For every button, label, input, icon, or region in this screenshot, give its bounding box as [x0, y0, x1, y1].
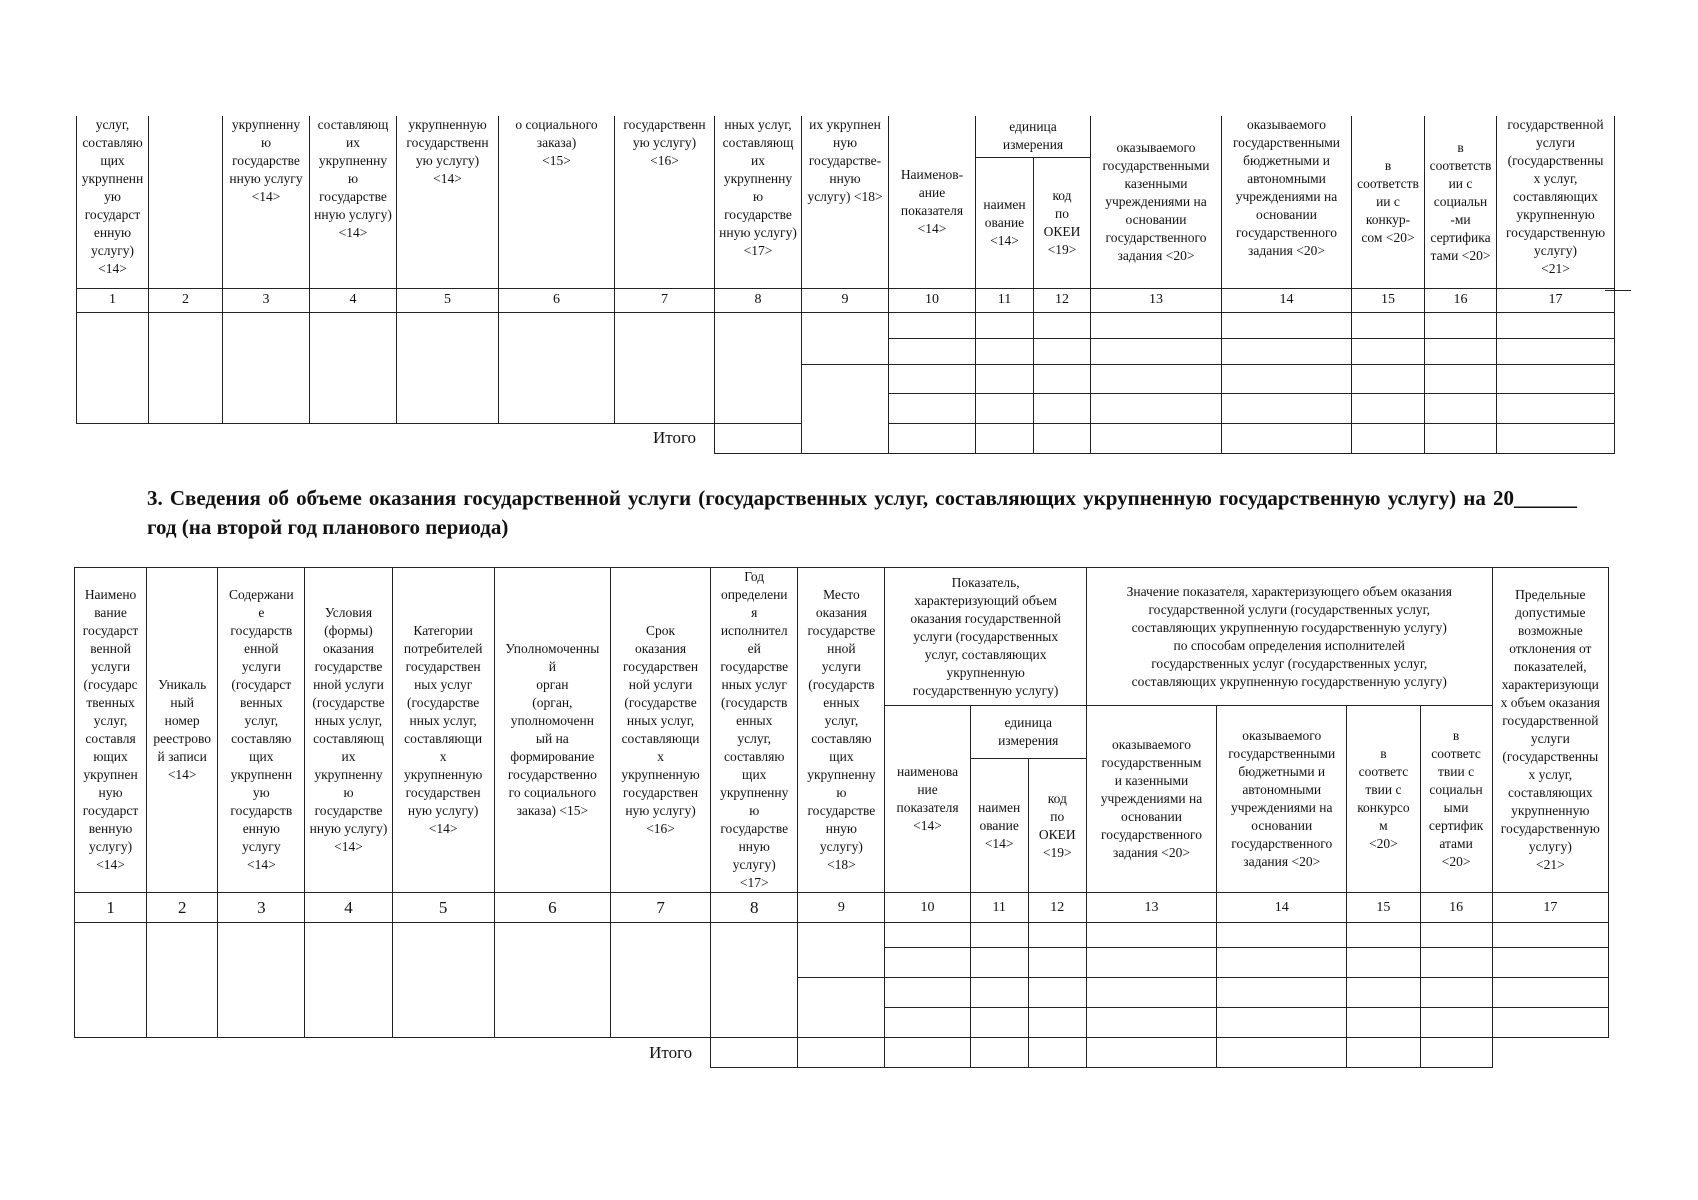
t1-data-cell[interactable]: [223, 312, 310, 423]
t1-data-cell[interactable]: [1222, 338, 1352, 364]
t2-data-cell[interactable]: [494, 923, 610, 1038]
t2-data-cell[interactable]: [798, 978, 885, 1038]
t1-col-number: 7: [615, 288, 715, 312]
t1-col-number: 4: [310, 288, 397, 312]
t1-data-cell[interactable]: [615, 312, 715, 423]
t1-data-cell[interactable]: [802, 312, 889, 364]
t2-col-number: 4: [305, 893, 392, 923]
t1-col-number: 5: [397, 288, 499, 312]
t1-header-state-institutions: оказываемого государственными казенными учреждениями на основании государственного задания <20>: [1091, 116, 1222, 288]
t1-total-cell[interactable]: [1497, 423, 1615, 453]
t2-col-number: 2: [147, 893, 218, 923]
t1-header-consumer-categories: укрупненную государственн ую услугу) <14>: [397, 116, 499, 288]
t1-header-deviations: государственной услуги (государственны х услуг, составляющих укрупненную государственную услугу) <21>: [1497, 116, 1615, 288]
t1-col-number: 6: [499, 288, 615, 312]
t1-col-number: 10: [889, 288, 976, 312]
t1-data-cell[interactable]: [802, 364, 889, 453]
t1-header-by-competition: в соответств ии с конкур- сом <20>: [1352, 116, 1425, 288]
t1-col-number: 1: [77, 288, 149, 312]
t1-total-cell[interactable]: [715, 423, 802, 453]
t1-total-cell[interactable]: [1222, 423, 1352, 453]
t1-total-cell[interactable]: [1091, 423, 1222, 453]
t2-total-cell[interactable]: [885, 1038, 970, 1068]
t1-col-number: 16: [1425, 288, 1497, 312]
t1-col-number: 13: [1091, 288, 1222, 312]
t2-data-cell[interactable]: [1347, 923, 1420, 948]
t2-data-cell[interactable]: [885, 1008, 970, 1038]
t2-header-deviations: Предельные допустимые возможные отклонения от показателей, характеризующи х объем оказания государственной услуги (государственны х услуг, составляющих укрупненную государственную услугу) <21>: [1492, 568, 1608, 893]
t2-col-number: 5: [392, 893, 494, 923]
t1-column-numbers-row: [77, 288, 1615, 312]
t2-col-number: 13: [1086, 893, 1216, 923]
t1-header-unit-group: единица измерения: [976, 116, 1091, 157]
t1-data-cell[interactable]: [889, 364, 976, 393]
t2-header-service-content: Содержани е государств енной услуги (государст венных услуг, составляю щих укрупненн ую государств енную услугу <14>: [218, 568, 305, 893]
t1-total-cell[interactable]: [889, 423, 976, 453]
t1-data-cell[interactable]: [1091, 312, 1222, 338]
t1-total-label: Итого: [652, 428, 696, 448]
t1-data-cell[interactable]: [1497, 312, 1615, 338]
service-volume-table: [74, 567, 1609, 1068]
t2-header-state-institutions: оказываемого государственным и казенными учреждениями на основании государственного задания <20>: [1086, 706, 1216, 893]
t1-total-cell[interactable]: [1352, 423, 1425, 453]
t2-data-cell[interactable]: [1420, 948, 1492, 978]
t1-header-service-term: государственн ую услугу) <16>: [615, 116, 715, 288]
t2-data-cell[interactable]: [1347, 948, 1420, 978]
t2-data-row: [75, 923, 1609, 948]
t1-header-budget-institutions: оказываемого государственными бюджетными и автономными учреждениями на основании государственного задания <20>: [1222, 116, 1352, 288]
t1-data-cell[interactable]: [1352, 338, 1425, 364]
t2-data-cell[interactable]: [1347, 1008, 1420, 1038]
table-rule-extension: [1605, 290, 1631, 291]
t2-data-cell[interactable]: [1492, 923, 1608, 948]
t2-header-year-determination: Год определени я исполнител ей государстве нных услуг (государств енных услуг, составляю щих укрупненну ю государстве нную услугу) <17>: [711, 568, 798, 893]
t1-header-service-content: укрупненну ю государстве нную услугу <14>: [223, 116, 310, 288]
t2-header-by-competition: в соответс твии с конкурсо м <20>: [1347, 706, 1420, 893]
t2-data-cell[interactable]: [1492, 948, 1608, 978]
t2-data-cell[interactable]: [970, 978, 1028, 1008]
t1-col-number: 11: [976, 288, 1034, 312]
t2-header-service-place: Место оказания государстве нной услуги (государств енных услуг, составляю щих укрупненну ю государстве нную услугу) <18>: [798, 568, 885, 893]
t1-header-registry-number: [149, 116, 223, 288]
t1-data-cell[interactable]: [1034, 393, 1091, 423]
t2-col-number: 10: [885, 893, 970, 923]
t1-data-cell[interactable]: [1034, 312, 1091, 338]
t2-data-cell[interactable]: [885, 978, 970, 1008]
t1-col-number: 3: [223, 288, 310, 312]
t2-header-unit-group: единица измерения: [970, 706, 1086, 759]
t2-total-cell[interactable]: [1217, 1038, 1347, 1068]
t1-total-cell[interactable]: [1034, 423, 1091, 453]
t1-data-cell[interactable]: [1497, 364, 1615, 393]
t1-data-cell[interactable]: [149, 312, 223, 423]
t1-data-row: [77, 312, 1615, 338]
t2-col-number: 16: [1420, 893, 1492, 923]
t2-data-cell[interactable]: [1028, 1008, 1086, 1038]
t2-total-cell[interactable]: [1028, 1038, 1086, 1068]
t2-data-cell[interactable]: [1217, 948, 1347, 978]
t2-header-service-term: Срок оказания государствен ной услуги (государстве нных услуг, составляющи х укрупненную государствен ную услугу) <16>: [610, 568, 710, 893]
t1-data-cell[interactable]: [976, 312, 1034, 338]
t2-header-consumer-categories: Категории потребителей государствен ных услуг (государстве нных услуг, составляющи х укрупненную государствен ную услугу) <14>: [392, 568, 494, 893]
t2-data-cell[interactable]: [610, 923, 710, 1038]
t2-col-number: 7: [610, 893, 710, 923]
t1-header-service-place: их укрупнен ную государстве- нную услугу) <18>: [802, 116, 889, 288]
t2-data-cell[interactable]: [1347, 978, 1420, 1008]
t1-data-cell[interactable]: [77, 312, 149, 423]
t2-data-cell[interactable]: [1420, 923, 1492, 948]
t2-col-number: 8: [711, 893, 798, 923]
t2-data-cell[interactable]: [1217, 923, 1347, 948]
t1-data-cell[interactable]: [1034, 364, 1091, 393]
services-table-continued: [76, 116, 1615, 454]
t1-data-cell[interactable]: [889, 393, 976, 423]
t1-data-cell[interactable]: [1222, 393, 1352, 423]
t2-col-number: 11: [970, 893, 1028, 923]
t2-data-cell[interactable]: [75, 923, 147, 1038]
t1-data-cell[interactable]: [1425, 312, 1497, 338]
t2-data-cell[interactable]: [1086, 1008, 1216, 1038]
t2-header-authorized-body: Уполномоченны й орган (орган, уполномоченн ый на формирование государственно го социального заказа) <15>: [494, 568, 610, 893]
t2-total-cell[interactable]: [1347, 1038, 1420, 1068]
t1-data-cell[interactable]: [1425, 393, 1497, 423]
t1-data-cell[interactable]: [310, 312, 397, 423]
t2-data-cell[interactable]: [305, 923, 392, 1038]
t1-header-service-name: услуг, составляю щих укрупненн ую государст енную услугу) <14>: [77, 116, 149, 288]
t2-total-cell[interactable]: [1420, 1038, 1492, 1068]
t1-header-indicator-name: Наименов- ание показателя <14>: [889, 116, 976, 288]
t1-data-cell[interactable]: [397, 312, 499, 423]
t1-data-cell[interactable]: [1034, 338, 1091, 364]
t2-total-label: Итого: [649, 1042, 693, 1062]
t1-data-cell[interactable]: [1425, 338, 1497, 364]
t2-data-cell[interactable]: [147, 923, 218, 1038]
t2-data-cell[interactable]: [1492, 978, 1608, 1008]
t1-data-cell[interactable]: [1091, 338, 1222, 364]
t2-data-cell[interactable]: [798, 923, 885, 978]
t2-total-cell[interactable]: [798, 1038, 885, 1068]
t2-data-cell[interactable]: [885, 948, 970, 978]
t2-data-cell[interactable]: [1086, 948, 1216, 978]
t1-data-cell[interactable]: [1425, 364, 1497, 393]
t2-data-cell[interactable]: [1086, 923, 1216, 948]
t2-data-cell[interactable]: [970, 948, 1028, 978]
t1-data-cell[interactable]: [976, 393, 1034, 423]
t2-total-cell[interactable]: [711, 1038, 798, 1068]
t1-header-authorized-body: о социального заказа) <15>: [499, 116, 615, 288]
t1-data-cell[interactable]: [1497, 393, 1615, 423]
t2-data-cell[interactable]: [1492, 1008, 1608, 1038]
t2-data-cell[interactable]: [1217, 978, 1347, 1008]
t1-header-service-conditions: составляющ их укрупненну ю государстве нную услугу) <14>: [310, 116, 397, 288]
t1-col-number: 2: [149, 288, 223, 312]
t1-header-year-determination: нных услуг, составляющ их укрупненну ю государстве нную услугу) <17>: [715, 116, 802, 288]
t2-total-cell[interactable]: [1086, 1038, 1216, 1068]
t2-data-cell[interactable]: [1028, 948, 1086, 978]
t2-col-number: 6: [494, 893, 610, 923]
t2-data-cell[interactable]: [970, 1008, 1028, 1038]
t1-data-cell[interactable]: [1497, 338, 1615, 364]
t1-data-cell[interactable]: [715, 312, 802, 423]
t2-header-value-group: Значение показателя, характеризующего объем оказания государственной услуги (государственных услуг, составляющих укрупненную государственную услугу) по способам определения исполнителей государственных услуг (государственных услуг, составляющих укрупненную государственную услугу): [1086, 568, 1492, 706]
t2-col-number: 9: [798, 893, 885, 923]
t1-data-cell[interactable]: [499, 312, 615, 423]
t2-data-cell[interactable]: [1086, 978, 1216, 1008]
t2-data-cell[interactable]: [1028, 923, 1086, 948]
t1-data-cell[interactable]: [1352, 312, 1425, 338]
t2-header-unit-name: наимен ование <14>: [970, 759, 1028, 893]
t2-data-cell[interactable]: [1028, 978, 1086, 1008]
t2-data-cell[interactable]: [1217, 1008, 1347, 1038]
t2-data-cell[interactable]: [1420, 978, 1492, 1008]
t1-col-number: 9: [802, 288, 889, 312]
t1-data-cell[interactable]: [1091, 393, 1222, 423]
t2-col-number: 1: [75, 893, 147, 923]
t1-data-cell[interactable]: [976, 338, 1034, 364]
t2-data-cell[interactable]: [392, 923, 494, 1038]
t2-total-row: [75, 1038, 1609, 1068]
t1-total-cell[interactable]: [1425, 423, 1497, 453]
t1-data-cell[interactable]: [976, 364, 1034, 393]
t1-col-number: 8: [715, 288, 802, 312]
t2-col-number: 14: [1217, 893, 1347, 923]
t1-data-cell[interactable]: [1222, 364, 1352, 393]
t2-col-number: 12: [1028, 893, 1086, 923]
t2-data-cell[interactable]: [1420, 1008, 1492, 1038]
t1-col-number: 15: [1352, 288, 1425, 312]
t2-header-registry-number: Уникаль ный номер реестрово й записи <14>: [147, 568, 218, 893]
t2-data-cell[interactable]: [885, 923, 970, 948]
t1-total-cell[interactable]: [976, 423, 1034, 453]
t2-column-numbers-row: [75, 893, 1609, 923]
t1-data-cell[interactable]: [1091, 364, 1222, 393]
t2-data-cell[interactable]: [970, 923, 1028, 948]
t2-header-okei-code: код по ОКЕИ <19>: [1028, 759, 1086, 893]
t1-header-by-certificates: в соответств ии с социальн -ми сертифика тами <20>: [1425, 116, 1497, 288]
t1-header-unit-name: наимен ование <14>: [976, 157, 1034, 288]
t1-col-number: 14: [1222, 288, 1352, 312]
t2-header-service-name: Наимено вание государст венной услуги (государс твенных услуг, составля ющих укрупнен ную государст венную услугу) <14>: [75, 568, 147, 893]
t2-col-number: 3: [218, 893, 305, 923]
t1-col-number: 12: [1034, 288, 1091, 312]
t1-col-number: 17: [1497, 288, 1615, 312]
t2-header-indicator-name: наименова ние показателя <14>: [885, 706, 970, 893]
t2-header-by-certificates: в соответс твии с социальн ыми сертифик атами <20>: [1420, 706, 1492, 893]
t2-header-service-conditions: Условия (формы) оказания государстве нной услуги (государстве нных услуг, составляющ их укрупненну ю государстве нную услугу) <14>: [305, 568, 392, 893]
t1-header-okei-code: код по ОКЕИ <19>: [1034, 157, 1091, 288]
t2-data-cell[interactable]: [711, 923, 798, 1038]
t2-header-indicator-group: Показатель, характеризующий объем оказания государственной услуги (государственных услуг, составляющих укрупненную государственную услугу): [885, 568, 1086, 706]
t2-col-number: 15: [1347, 893, 1420, 923]
t2-col-number: 17: [1492, 893, 1608, 923]
t1-data-cell[interactable]: [1352, 393, 1425, 423]
t1-data-cell[interactable]: [889, 312, 976, 338]
t2-data-cell[interactable]: [218, 923, 305, 1038]
t2-header-budget-institutions: оказываемого государственными бюджетными и автономными учреждениями на основании государственного задания <20>: [1217, 706, 1347, 893]
t1-data-cell[interactable]: [1222, 312, 1352, 338]
t1-data-cell[interactable]: [889, 338, 976, 364]
t1-data-cell[interactable]: [1352, 364, 1425, 393]
t2-total-cell[interactable]: [970, 1038, 1028, 1068]
section-3-heading: 3. Сведения об объеме оказания государственной услуги (государственных услуг, составляющих укрупненную государственную услугу) на 20______ год (на второй год планового периода): [147, 486, 1577, 539]
